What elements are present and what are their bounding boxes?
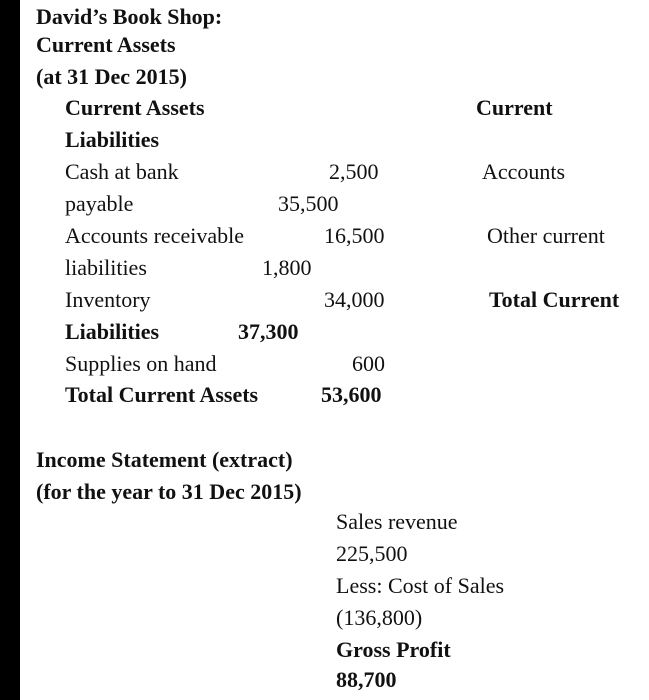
income-statement-period: (for the year to 31 Dec 2015) [36, 479, 302, 504]
liabilities-label: liabilities [65, 255, 147, 280]
gross-profit-value: 88,700 [336, 667, 397, 692]
cos-label: Less: Cost of Sales [336, 573, 505, 598]
shop-title: David’s Book Shop: [36, 4, 223, 29]
total-liabilities-label: Liabilities [65, 319, 160, 344]
payable-label: payable [65, 191, 134, 216]
section-title: Current Assets [36, 32, 176, 57]
ar-label: Accounts receivable [65, 223, 244, 248]
accounts-label: Accounts [482, 159, 566, 184]
total-assets-value: 53,600 [321, 382, 382, 407]
cash-label: Cash at bank [65, 159, 179, 184]
cos-value: (136,800) [336, 605, 423, 630]
supplies-value: 600 [352, 351, 385, 376]
cash-value: 2,500 [329, 159, 379, 184]
other-liabilities-value: 1,800 [262, 255, 312, 280]
total-assets-label: Total Current Assets [65, 382, 259, 407]
left-edge-bar [0, 0, 20, 700]
date-subtitle: (at 31 Dec 2015) [36, 64, 187, 89]
current-heading: Current [476, 95, 553, 120]
liabilities-heading: Liabilities [65, 127, 160, 152]
total-current-label: Total Current [489, 287, 620, 312]
inventory-value: 34,000 [324, 287, 385, 312]
total-liabilities-value: 37,300 [238, 319, 299, 344]
inventory-label: Inventory [65, 287, 151, 312]
sales-value: 225,500 [336, 541, 408, 566]
gross-profit-label: Gross Profit [336, 637, 451, 662]
current-assets-heading: Current Assets [65, 95, 205, 120]
other-current-label: Other current [487, 223, 605, 248]
payable-value: 35,500 [278, 191, 339, 216]
sales-label: Sales revenue [336, 509, 458, 534]
income-statement-title: Income Statement (extract) [36, 447, 293, 472]
ar-value: 16,500 [324, 223, 385, 248]
supplies-label: Supplies on hand [65, 351, 217, 376]
